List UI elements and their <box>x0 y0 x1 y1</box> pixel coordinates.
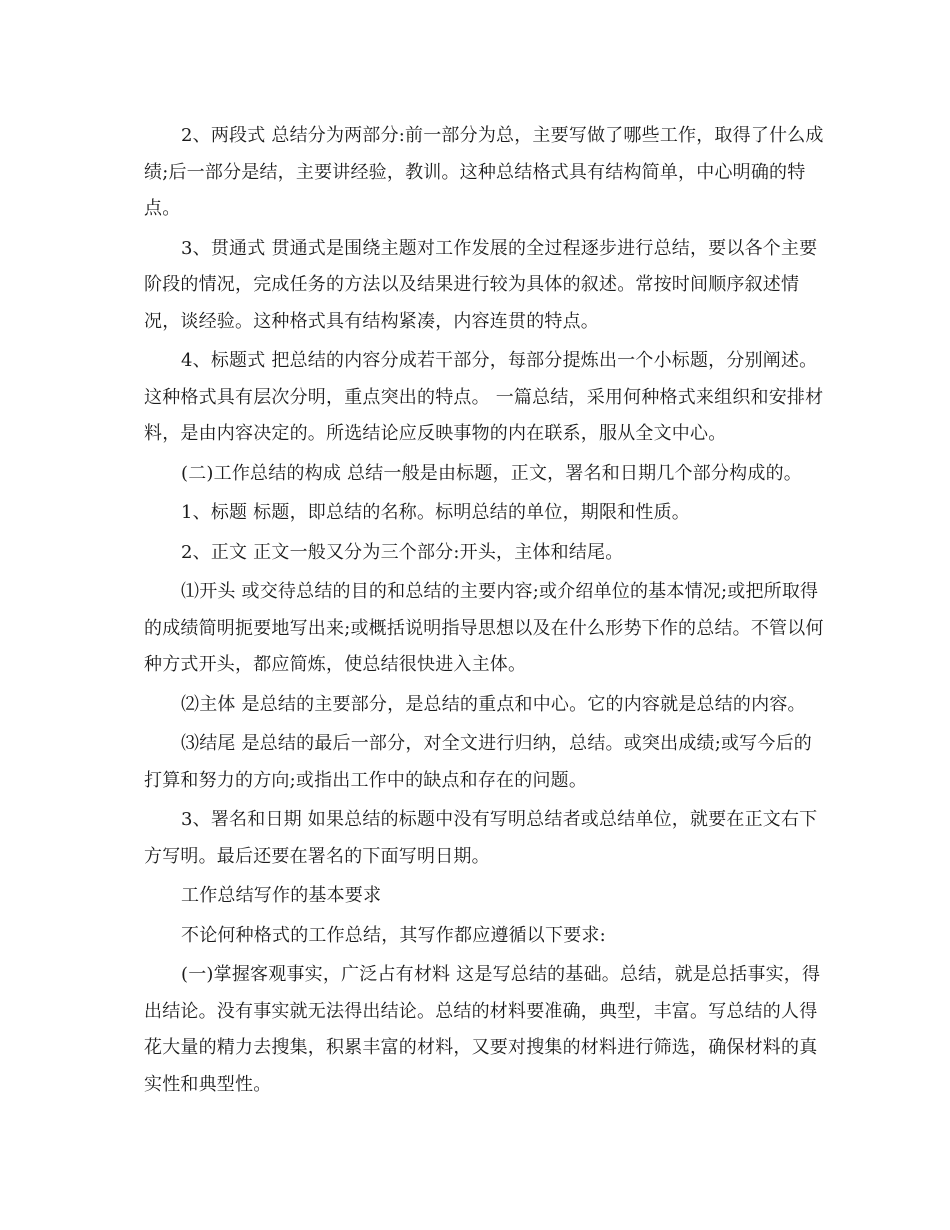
paragraph-main-text: 2、正文 正文一般又分为三个部分:开头，主体和结尾。 <box>181 541 624 563</box>
section-heading-basic-requirements: 工作总结写作的基本要求 <box>181 885 382 906</box>
paragraph-body: ⑵主体 是总结的主要部分，是总结的重点和中心。它的内容就是总结的内容。 <box>181 693 806 715</box>
paragraph-two-part-format: 2、两段式 总结分为两部分:前一部分为总，主要写做了哪些工作，取得了什么成绩;后一部分是结，主要讲经验，教训。这种总结格式具有结构简单，中心明确的特点。 <box>144 125 824 219</box>
paragraph-opening: ⑴开头 或交待总结的目的和总结的主要内容;或介绍单位的基本情况;或把所取得的成绩简明扼要地写出来;或概括说明指导思想以及在什么形势下作的总结。不管以何种方式开头，都应简炼，使总结很快进入主体。 <box>144 581 824 675</box>
paragraph-ending: ⑶结尾 是总结的最后一部分，对全文进行归纳，总结。或突出成绩;或写今后的打算和努力的方向;或指出工作中的缺点和存在的问题。 <box>144 733 812 791</box>
paragraph-signature-date: 3、署名和日期 如果总结的标题中没有写明总结者或总结单位，就要在正文右下方写明。最后还要在署名的下面写明日期。 <box>144 809 818 867</box>
paragraph-summary-structure: (二)工作总结的构成 总结一般是由标题，正文，署名和日期几个部分构成的。 <box>181 462 802 484</box>
paragraph-heading-format: 4、标题式 把总结的内容分成若干部分，每部分提炼出一个小标题，分别阐述。这种格式具有层次分明，重点突出的特点。 一篇总结，采用何种格式来组织和安排材料，是由内容决定的。所选结论应反映事物的内在联系，服从全文中心。 <box>144 350 824 444</box>
paragraph-title: 1、标题 标题，即总结的名称。标明总结的单位，期限和性质。 <box>181 502 690 523</box>
paragraph-requirements-intro: 不论何种格式的工作总结，其写作都应遵循以下要求: <box>181 924 606 946</box>
paragraph-requirement-one: (一)掌握客观事实，广泛占有材料 这是写总结的基础。总结，就是总括事实，得出结论。没有事实就无法得出结论。总结的材料要准确，典型，丰富。写总结的人得花大量的精力去搜集，积累丰富的材料，又要对搜集的材料进行筛选，确保材料的真实性和典型性。 <box>144 964 821 1095</box>
paragraph-continuous-format: 3、贯通式 贯通式是围绕主题对工作发展的全过程逐步进行总结，要以各个主要阶段的情况，完成任务的方法以及结果进行较为具体的叙述。常按时间顺序叙述情况，谈经验。这种格式具有结构紧凑，内容连贯的特点。 <box>144 237 818 332</box>
document-body <box>144 118 824 1106</box>
